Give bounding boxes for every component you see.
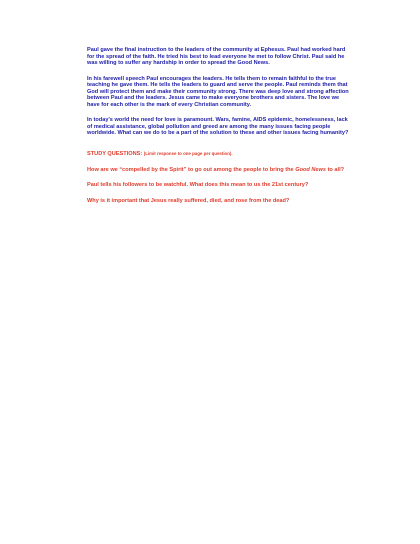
question-1-text-end: to all?	[326, 166, 345, 173]
study-question-1	[87, 167, 349, 174]
study-heading-note: (Limit response to one page per question).	[143, 151, 233, 157]
study-heading-label: STUDY QUESTIONS:	[87, 151, 143, 158]
paragraph-todays-world: In today's world the need for love is paramount. Wars, famine, AIDS epidemic, homelessness, lack of medical assistance, global pollution and greed are among the many issues facing people worldwide. What can we do to be a part of the solution to these and other issues facing humanity?	[87, 117, 349, 137]
study-questions-heading	[87, 151, 349, 158]
paragraph-ephesus-instruction: Paul gave the final instruction to the leaders of the community at Ephesus. Paul had worked hard for the spread of the faith. He tried his best to lead everyone he met to follow Christ. Paul said he was willing to suffer any hardship in order to spread the Good News.	[87, 47, 346, 67]
paragraph-farewell-speech: In his farewell speech Paul encourages the leaders. He tells them to remain faithful to the true teaching he gave them. He tells the leaders to guard and serve the people. Paul reminds them that God will protect them and make their community strong. There was deep love and strong affection between Paul and the leaders. Jesus came to make everyone brothers and sisters. The love we have for each other is the mark of every Christian community.	[87, 75, 349, 108]
question-1-text-start: How are we “compelled by the Spirit” to go out among the people to bring the	[87, 166, 296, 173]
document-body	[87, 47, 349, 213]
study-question-2: Paul tells his followers to be watchful. What does this mean to us the 21st century?	[87, 182, 309, 189]
study-question-3: Why is it important that Jesus really suffered, died, and rose from the dead?	[87, 197, 290, 204]
question-1-italic-text: Good News	[295, 166, 327, 173]
